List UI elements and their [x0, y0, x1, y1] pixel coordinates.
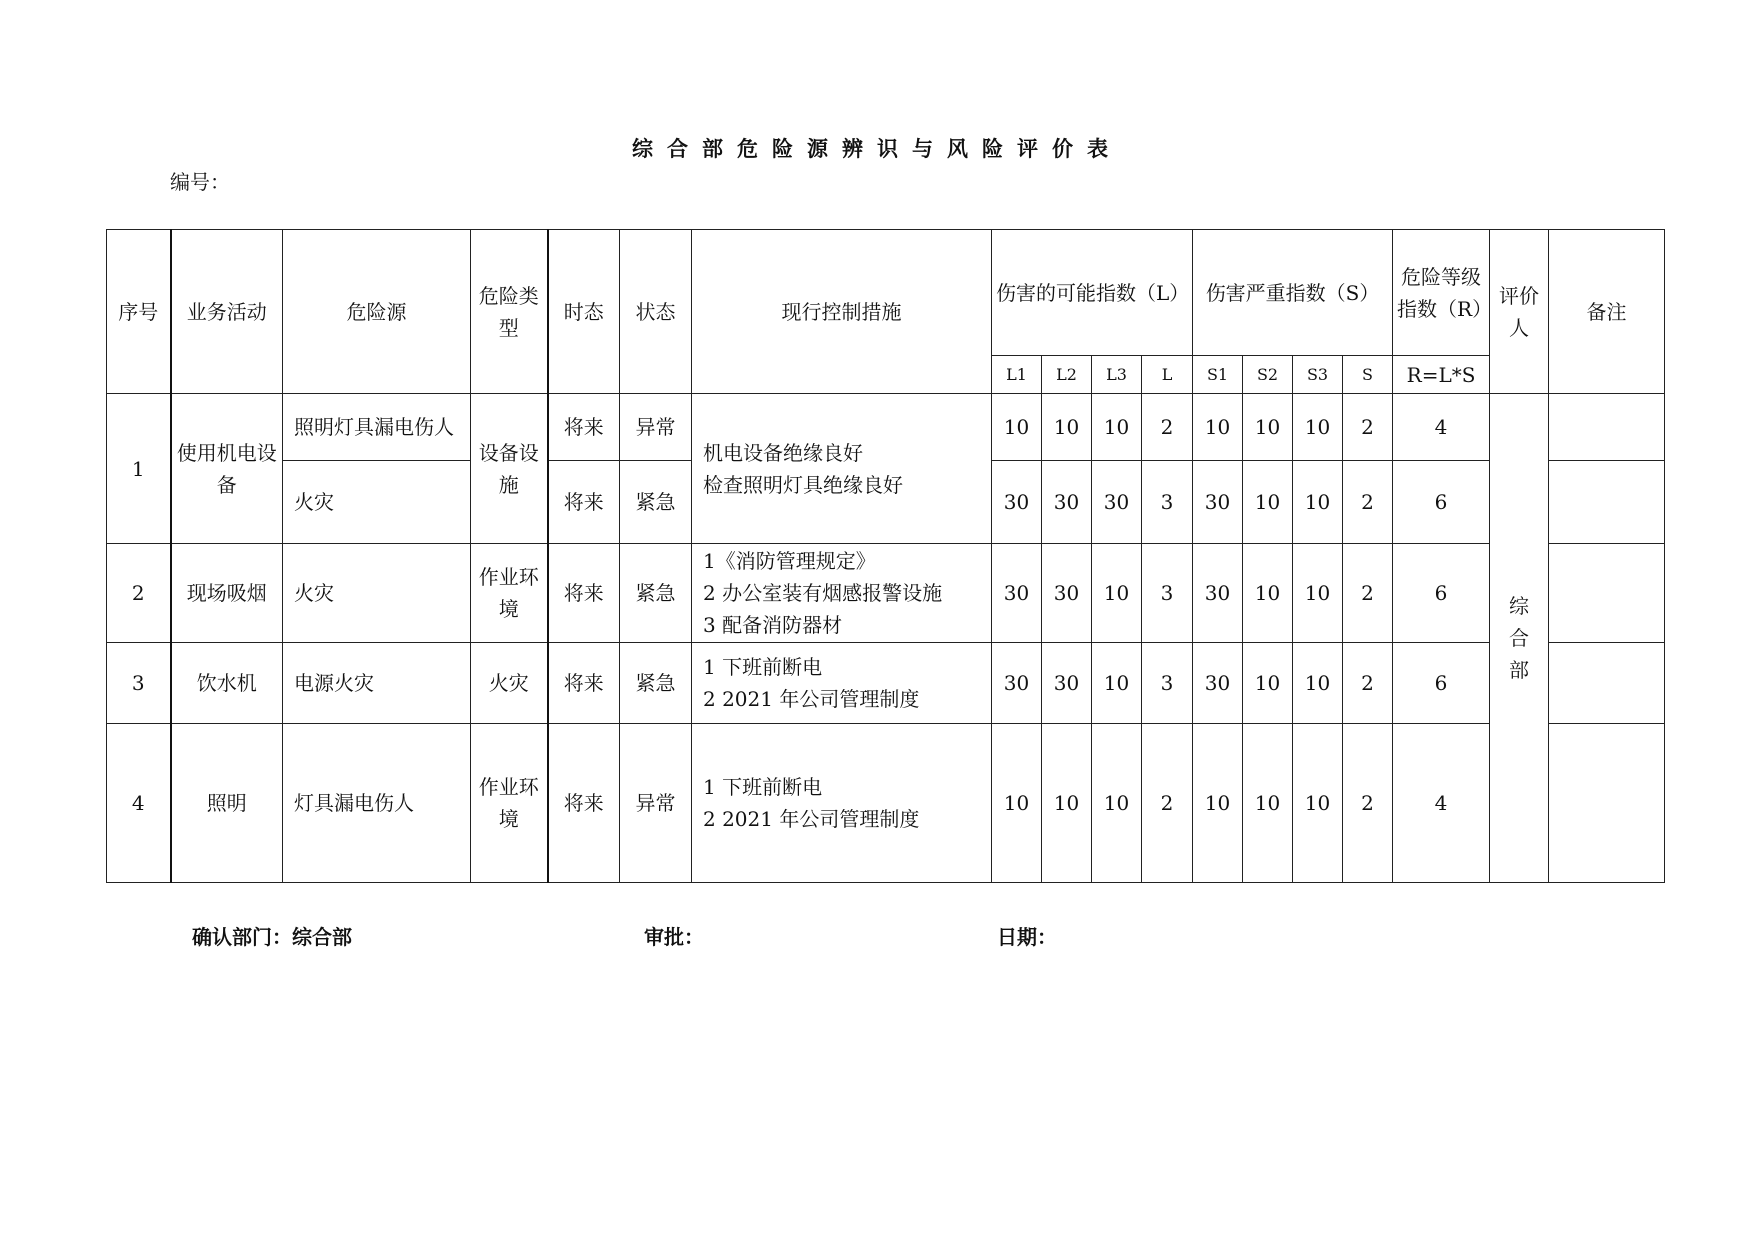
- header-l: L: [1142, 356, 1193, 394]
- row-l1: 30: [992, 643, 1042, 724]
- header-remarks: 备注: [1549, 230, 1665, 394]
- row-s: 2: [1343, 394, 1393, 461]
- row-l3: 10: [1092, 394, 1142, 461]
- row-status: 异常: [620, 394, 692, 461]
- header-l2: L2: [1042, 356, 1092, 394]
- row-l: 3: [1142, 461, 1193, 544]
- row-l: 3: [1142, 643, 1193, 724]
- row-s: 2: [1343, 724, 1393, 883]
- row-l2: 10: [1042, 724, 1092, 883]
- row-s3: 10: [1293, 544, 1343, 643]
- table-row: [107, 394, 1665, 461]
- row-hazard: 火灾: [283, 461, 471, 544]
- row-tense: 将来: [548, 724, 620, 883]
- row-l: 2: [1142, 724, 1193, 883]
- row-l: 2: [1142, 394, 1193, 461]
- row-r: 6: [1393, 544, 1490, 643]
- row-l: 3: [1142, 544, 1193, 643]
- row-r: 6: [1393, 643, 1490, 724]
- table-row: [107, 544, 1665, 643]
- row-s2: 10: [1243, 394, 1293, 461]
- row-control: 机电设备绝缘良好 检查照明灯具绝缘良好: [692, 394, 992, 544]
- row-status: 紧急: [620, 461, 692, 544]
- row-l3: 10: [1092, 643, 1142, 724]
- row-s1: 30: [1193, 544, 1243, 643]
- confirm-value: 综合部: [292, 925, 352, 949]
- row-s2: 10: [1243, 461, 1293, 544]
- header-l1: L1: [992, 356, 1042, 394]
- row-tense: 将来: [548, 643, 620, 724]
- row-l2: 30: [1042, 643, 1092, 724]
- header-tense: 时态: [548, 230, 620, 394]
- header-evaluator: 评价人: [1490, 230, 1549, 394]
- row-s2: 10: [1243, 544, 1293, 643]
- header-hazard-type: 危险类型: [471, 230, 548, 394]
- header-control: 现行控制措施: [692, 230, 992, 394]
- row-remarks: [1549, 544, 1665, 643]
- header-s: S: [1343, 356, 1393, 394]
- row-hazard-type: 火灾: [471, 643, 548, 724]
- risk-table: [106, 229, 1665, 883]
- row-seq: 4: [107, 724, 171, 883]
- row-l1: 30: [992, 461, 1042, 544]
- header-seq: 序号: [107, 230, 171, 394]
- row-evaluator: 综合部: [1490, 394, 1549, 883]
- row-control: 1 下班前断电 2 2021 年公司管理制度: [692, 724, 992, 883]
- row-remarks: [1549, 643, 1665, 724]
- row-activity: 现场吸烟: [171, 544, 283, 643]
- header-s3: S3: [1293, 356, 1343, 394]
- row-l3: 10: [1092, 544, 1142, 643]
- header-l3: L3: [1092, 356, 1142, 394]
- row-r: 4: [1393, 394, 1490, 461]
- row-r: 6: [1393, 461, 1490, 544]
- row-seq: 1: [107, 394, 171, 544]
- row-r: 4: [1393, 724, 1490, 883]
- row-l1: 10: [992, 394, 1042, 461]
- row-s3: 10: [1293, 394, 1343, 461]
- row-hazard: 火灾: [283, 544, 471, 643]
- row-hazard-type: 设备设施: [471, 394, 548, 544]
- row-l2: 10: [1042, 394, 1092, 461]
- row-seq: 3: [107, 643, 171, 724]
- row-tense: 将来: [548, 544, 620, 643]
- footer-date: 日期：: [997, 925, 1057, 949]
- row-status: 紧急: [620, 643, 692, 724]
- row-s1: 30: [1193, 643, 1243, 724]
- row-remarks: [1549, 461, 1665, 544]
- row-s1: 10: [1193, 394, 1243, 461]
- page-title: 综合部危险源辨识与风险评价表: [632, 137, 1122, 161]
- code-label: 编号：: [170, 170, 230, 194]
- row-control: 1《消防管理规定》 2 办公室装有烟感报警设施 3 配备消防器材: [692, 544, 992, 643]
- footer-approve: 审批：: [644, 925, 704, 949]
- header-status: 状态: [620, 230, 692, 394]
- header-activity: 业务活动: [171, 230, 283, 394]
- row-hazard: 照明灯具漏电伤人: [283, 394, 471, 461]
- row-s2: 10: [1243, 724, 1293, 883]
- table-row: [107, 643, 1665, 724]
- row-hazard-type: 作业环境: [471, 544, 548, 643]
- row-remarks: [1549, 394, 1665, 461]
- row-l2: 30: [1042, 544, 1092, 643]
- header-risk: 危险等级指数（R）: [1393, 230, 1490, 356]
- row-l1: 10: [992, 724, 1042, 883]
- row-hazard: 电源火灾: [283, 643, 471, 724]
- row-s: 2: [1343, 461, 1393, 544]
- row-l1: 30: [992, 544, 1042, 643]
- header-hazard: 危险源: [283, 230, 471, 394]
- row-l3: 10: [1092, 724, 1142, 883]
- row-activity: 照明: [171, 724, 283, 883]
- row-activity: 使用机电设备: [171, 394, 283, 544]
- row-hazard: 灯具漏电伤人: [283, 724, 471, 883]
- row-s2: 10: [1243, 643, 1293, 724]
- row-s3: 10: [1293, 643, 1343, 724]
- row-s: 2: [1343, 643, 1393, 724]
- row-s1: 30: [1193, 461, 1243, 544]
- row-s1: 10: [1193, 724, 1243, 883]
- row-s3: 10: [1293, 724, 1343, 883]
- row-s3: 10: [1293, 461, 1343, 544]
- row-remarks: [1549, 724, 1665, 883]
- header-likelihood: 伤害的可能指数（L）: [992, 230, 1193, 356]
- row-status: 异常: [620, 724, 692, 883]
- row-l3: 30: [1092, 461, 1142, 544]
- header-s2: S2: [1243, 356, 1293, 394]
- row-activity: 饮水机: [171, 643, 283, 724]
- row-s: 2: [1343, 544, 1393, 643]
- row-tense: 将来: [548, 461, 620, 544]
- row-status: 紧急: [620, 544, 692, 643]
- row-l2: 30: [1042, 461, 1092, 544]
- row-hazard-type: 作业环境: [471, 724, 548, 883]
- confirm-label: 确认部门：: [192, 925, 292, 949]
- footer-confirm: [192, 921, 352, 950]
- header-s1: S1: [1193, 356, 1243, 394]
- header-severity: 伤害严重指数（S）: [1193, 230, 1393, 356]
- row-tense: 将来: [548, 394, 620, 461]
- header-formula: R=L*S: [1393, 356, 1490, 394]
- table-row: [107, 724, 1665, 883]
- row-seq: 2: [107, 544, 171, 643]
- row-control: 1 下班前断电 2 2021 年公司管理制度: [692, 643, 992, 724]
